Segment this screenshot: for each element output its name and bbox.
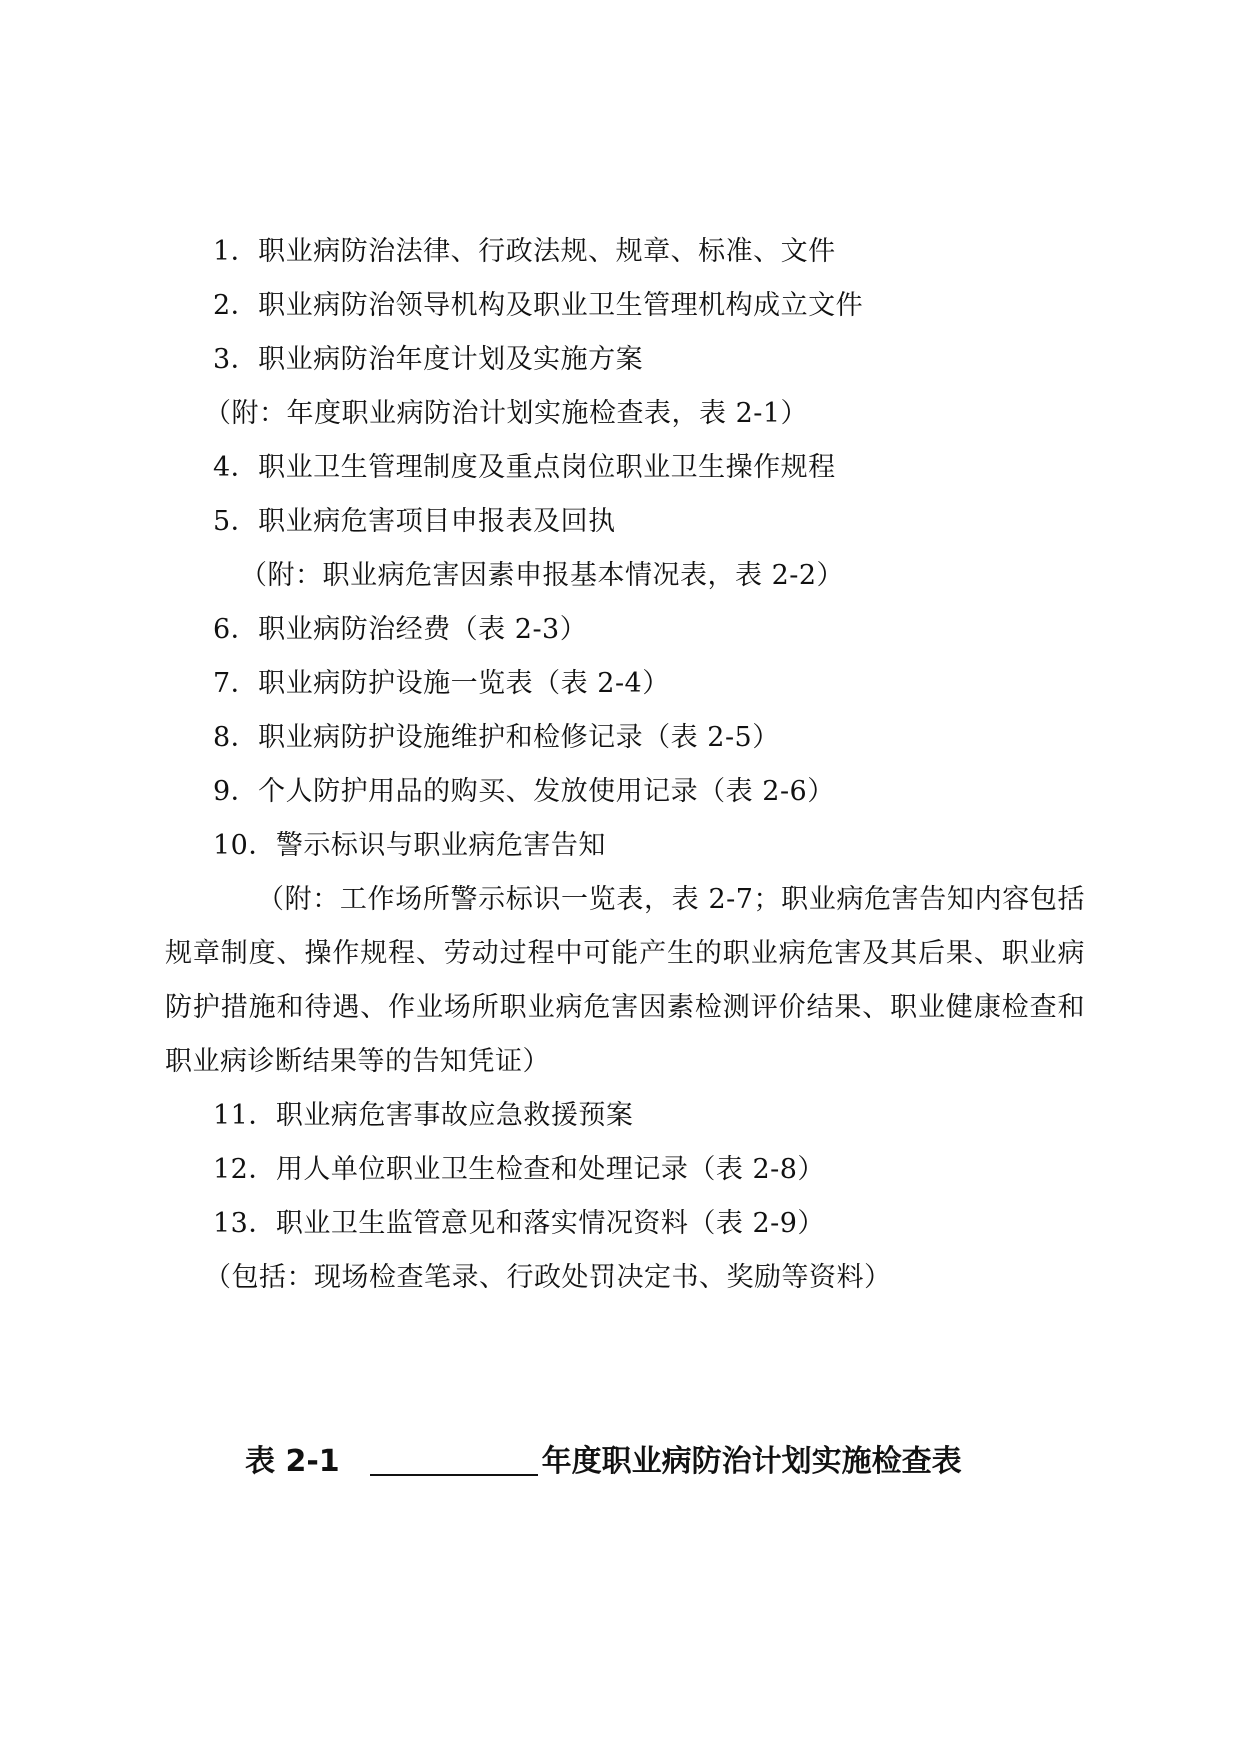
table-caption bbox=[245, 1442, 962, 1482]
year-blank-underline bbox=[370, 1444, 538, 1476]
list-item-6: 6．职业病防治经费（表 2-3） bbox=[213, 614, 588, 645]
list-item-12: 12．用人单位职业卫生检查和处理记录（表 2-8） bbox=[213, 1154, 825, 1185]
list-item-10: 10．警示标识与职业病危害告知 bbox=[213, 830, 606, 861]
list-item-7: 7．职业病防护设施一览表（表 2-4） bbox=[213, 668, 670, 699]
table-title: 年度职业病防治计划实施检查表 bbox=[541, 1444, 962, 1479]
table-number: 表 2-1 bbox=[245, 1444, 340, 1479]
list-item-5: 5．职业病危害项目申报表及回执 bbox=[213, 506, 616, 537]
list-item-4: 4．职业卫生管理制度及重点岗位职业卫生操作规程 bbox=[213, 452, 836, 483]
list-item-13: 13．职业卫生监管意见和落实情况资料（表 2-9） bbox=[213, 1208, 825, 1239]
list-item-10-note: （附：工作场所警示标识一览表，表 2-7；职业病危害告知内容包括规章制度、操作规程、劳动过程中可能产生的职业病危害及其后果、职业病防护措施和待遇、作业场所职业病危害因素检测评价结果、职业健康检查和职业病诊断结果等的告知凭证） bbox=[165, 884, 1085, 1077]
list-item-11: 11．职业病危害事故应急救援预案 bbox=[213, 1100, 634, 1131]
list-item-3-note: （附：年度职业病防治计划实施检查表，表 2-1） bbox=[204, 398, 809, 429]
list-item-5-note: （附：职业病危害因素申报基本情况表，表 2-2） bbox=[240, 560, 845, 591]
list-item-2: 2．职业病防治领导机构及职业卫生管理机构成立文件 bbox=[213, 290, 864, 321]
list-item-13-note: （包括：现场检查笔录、行政处罚决定书、奖励等资料） bbox=[204, 1262, 892, 1293]
list-item-1: 1．职业病防治法律、行政法规、规章、标准、文件 bbox=[213, 236, 836, 267]
list-item-8: 8．职业病防护设施维护和检修记录（表 2-5） bbox=[213, 722, 780, 753]
list-item-3: 3．职业病防治年度计划及实施方案 bbox=[213, 344, 644, 375]
list-item-9: 9．个人防护用品的购买、发放使用记录（表 2-6） bbox=[213, 776, 835, 807]
